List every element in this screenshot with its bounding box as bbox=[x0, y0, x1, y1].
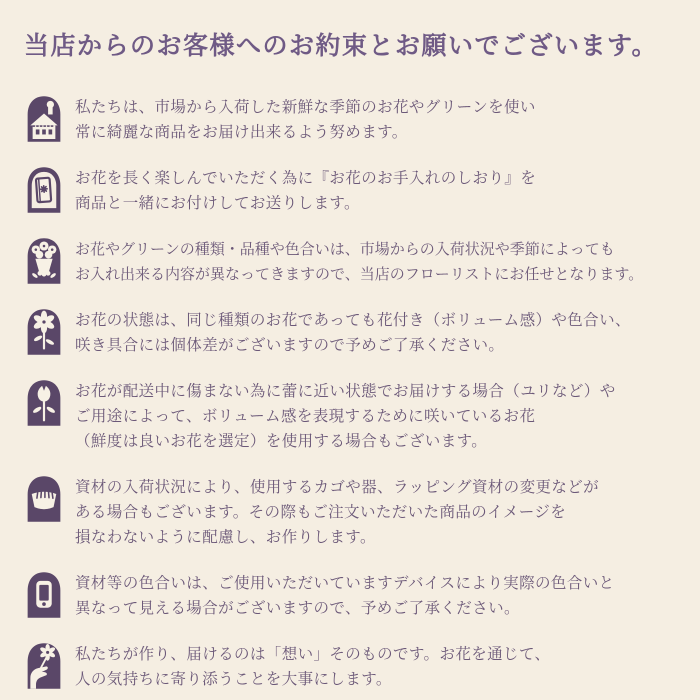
item-text-line: お花の状態は、同じ種類のお花であっても花付き（ボリューム感）や色合い、 bbox=[75, 312, 631, 329]
item-text-line: お花やグリーンの種類・品種や色合いは、市場からの入荷状況や季節によっても bbox=[75, 241, 615, 258]
promise-item-florist-choice bbox=[24, 236, 686, 287]
bouquet-icon bbox=[24, 236, 64, 286]
smartphone-icon bbox=[24, 570, 64, 620]
promise-list bbox=[24, 94, 686, 692]
page-title: 当店からのお客様へのお約束とお願いでございます。 bbox=[24, 32, 659, 60]
house-icon bbox=[24, 94, 64, 144]
promise-item-individual-difference bbox=[24, 307, 686, 358]
promise-item-care-leaflet bbox=[24, 165, 686, 216]
tulip-icon bbox=[24, 378, 64, 428]
item-text-line: 異なって見える場合がございますので、予めご了承ください。 bbox=[75, 600, 520, 617]
item-text-line: 私たちは、市場から入荷した新鮮な季節のお花やグリーンを使い bbox=[75, 99, 536, 116]
item-text bbox=[75, 307, 631, 358]
item-text bbox=[75, 474, 599, 550]
item-text-line: 資材の入荷状況により、使用するカゴや器、ラッピング資材の変更などが bbox=[75, 479, 600, 496]
item-text-line: 咲き具合には個体差がございますので予めご了承ください。 bbox=[75, 337, 505, 354]
item-text bbox=[75, 94, 536, 145]
item-text-line: 商品と一緒にお付けしてお送りします。 bbox=[75, 195, 360, 212]
item-text-line: ある場合もございます。その際もご注文いただいた商品のイメージを bbox=[75, 504, 567, 521]
item-text bbox=[75, 641, 550, 692]
item-text-line: ご用途によって、ボリューム感を表現するために咲いているお花 bbox=[75, 408, 536, 425]
booklet-icon bbox=[24, 165, 64, 215]
promise-item-feelings bbox=[24, 641, 686, 692]
item-text bbox=[75, 378, 616, 454]
flower-icon bbox=[24, 307, 64, 357]
item-text-line: 私たちが作り、届けるのは「想い」そのものです。お花を通じて、 bbox=[75, 646, 551, 663]
item-text-line: 常に綺麗な商品をお届け出来るよう努めます。 bbox=[75, 124, 408, 141]
item-text-line: 損なわないように配慮し、お作りします。 bbox=[75, 529, 376, 546]
item-text-line: お花を長く楽しんでいただく為に『お花のお手入れのしおり』を bbox=[75, 170, 537, 187]
item-text-line: 資材等の色合いは、ご使用いただいていますデバイスにより実際の色合いと bbox=[75, 575, 615, 592]
promise-item-materials-change bbox=[24, 474, 686, 550]
item-text-line: お入れ出来る内容が異なってきますので、当店のフローリストにお任せとなります。 bbox=[75, 266, 644, 283]
hand-flower-icon bbox=[24, 641, 64, 691]
item-text bbox=[75, 236, 643, 287]
item-text-line: （鮮度は良いお花を選定）を使用する場合もございます。 bbox=[75, 433, 488, 450]
basket-icon bbox=[24, 474, 64, 524]
item-text-line: 人の気持ちに寄り添うことを大事にします。 bbox=[75, 671, 392, 688]
promise-item-device-color bbox=[24, 570, 686, 621]
item-text-line: お花が配送中に傷まない為に蕾に近い状態でお届けする場合（ユリなど）や bbox=[75, 383, 616, 400]
promise-item-bud-delivery bbox=[24, 378, 686, 454]
item-text bbox=[75, 570, 615, 621]
item-text bbox=[75, 165, 536, 216]
promise-item-fresh-flowers bbox=[24, 94, 686, 145]
